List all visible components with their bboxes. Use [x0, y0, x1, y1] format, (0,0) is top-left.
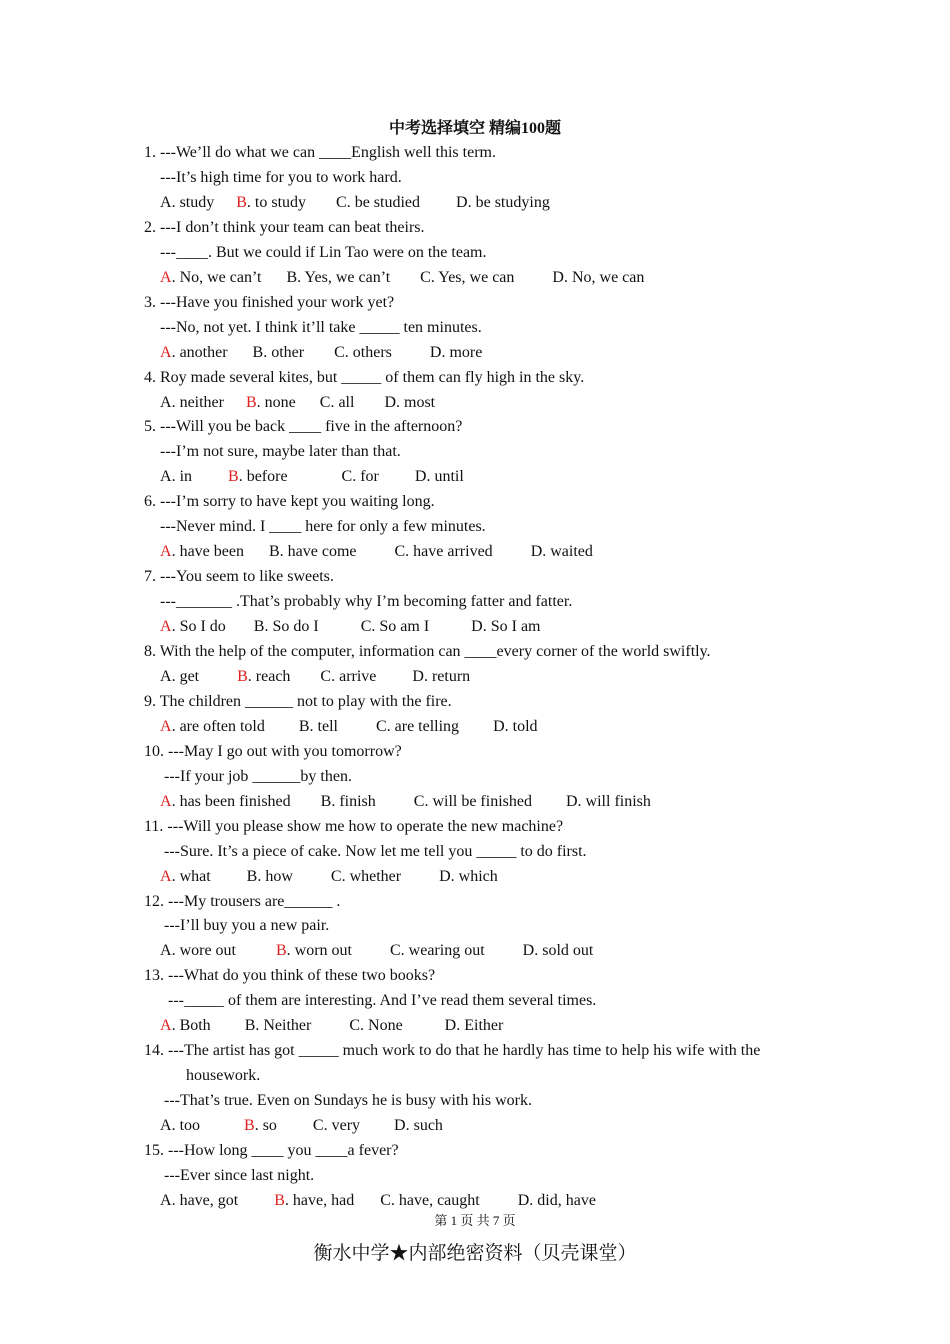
option-c	[331, 867, 401, 887]
correct-answer-letter: A	[160, 792, 172, 810]
option-d	[384, 393, 435, 413]
question-stem-line: ---_____ of them are interesting. And I’ve read them several times.	[168, 992, 597, 1010]
answer-options	[160, 542, 593, 562]
option-text: . finish	[331, 792, 376, 810]
question-stem: 9. The children ______ not to play with the fire.	[144, 692, 452, 710]
option-b	[246, 393, 296, 413]
option-b	[274, 1191, 354, 1211]
option-c	[349, 1016, 402, 1036]
option-letter: A	[160, 193, 172, 211]
option-d	[552, 268, 644, 288]
option-text: . most	[396, 393, 436, 411]
option-d	[456, 193, 550, 213]
question-stem-line: ---Never mind. I ____ here for only a few minutes.	[160, 518, 486, 536]
question-stem: 2. ---I don’t think your team can beat theirs.	[144, 218, 425, 236]
option-c	[414, 792, 532, 812]
option-a	[160, 867, 211, 887]
option-text: . whether	[341, 867, 402, 885]
option-a	[160, 667, 199, 687]
answer-options	[160, 667, 470, 687]
option-text: . Yes, we can’t	[297, 268, 391, 286]
question-stem: 15. ---How long ____ you ____a fever?	[144, 1142, 399, 1159]
correct-answer-letter: B	[245, 393, 257, 411]
option-c	[361, 617, 429, 637]
option-a	[160, 343, 228, 363]
option-letter: C	[312, 1117, 324, 1135]
correct-answer-letter: B	[228, 468, 239, 486]
option-text: . Yes, we can	[430, 268, 515, 286]
option-c	[380, 1191, 480, 1211]
option-a	[160, 467, 192, 487]
question-stem-line: housework.	[186, 1067, 261, 1085]
answer-options	[160, 717, 538, 737]
option-d	[412, 667, 470, 687]
option-text: . No, we can	[563, 268, 645, 286]
option-text: . such	[405, 1117, 443, 1135]
option-letter: C	[341, 468, 353, 486]
question-stem: 7. ---You seem to like sweets.	[144, 568, 334, 586]
option-letter: A	[160, 942, 172, 960]
question-stem-line: ---No, not yet. I think it’ll take _____ ten minutes.	[160, 318, 482, 336]
brand-watermark: 衡水中学★内部绝密资料（贝壳课堂）	[313, 1242, 637, 1264]
option-c	[320, 667, 376, 687]
option-text: . get	[171, 667, 200, 685]
option-text: . Either	[456, 1017, 504, 1035]
option-letter: D	[414, 468, 427, 486]
option-text: . have arrived	[405, 543, 493, 561]
answer-options	[160, 1191, 596, 1211]
option-letter: A	[160, 667, 172, 685]
option-letter: B	[286, 268, 298, 286]
correct-answer-letter: B	[274, 1191, 285, 1209]
correct-answer-letter: B	[237, 667, 248, 685]
question-stem: 1. ---We’ll do what we can ____English well this term.	[144, 144, 496, 161]
option-a	[160, 617, 226, 637]
option-text: . too	[171, 1117, 201, 1135]
option-letter: D	[471, 618, 483, 636]
option-text: . will finish	[577, 792, 651, 810]
option-text: . what	[171, 867, 211, 885]
question-stem-line: ---Sure. It’s a piece of cake. Now let me tell you _____ to do first.	[164, 842, 587, 860]
correct-answer-letter: A	[160, 717, 172, 735]
option-letter: B	[298, 717, 310, 735]
question-stem: 12. ---My trousers are______ .	[144, 892, 341, 910]
option-text: . in	[171, 468, 193, 486]
option-a	[160, 717, 265, 737]
answer-options	[160, 343, 482, 363]
option-text: . reach	[247, 667, 291, 685]
option-letter: D	[522, 942, 535, 960]
option-letter: C	[319, 393, 331, 411]
option-a	[160, 1116, 200, 1136]
option-text: . so	[254, 1117, 277, 1135]
option-text: . will be finished	[424, 792, 532, 810]
option-letter: B	[252, 343, 264, 361]
option-text: . be studying	[467, 193, 550, 211]
option-c	[320, 393, 355, 413]
option-letter: D	[456, 193, 468, 211]
option-b	[286, 268, 390, 288]
correct-answer-letter: A	[160, 618, 172, 636]
option-letter: B	[268, 543, 280, 561]
option-text: . before	[238, 468, 288, 486]
option-text: . have come	[279, 543, 357, 561]
option-letter: D	[493, 717, 505, 735]
option-text: . Both	[171, 1017, 211, 1035]
option-text: . sold out	[534, 942, 594, 960]
option-b	[228, 467, 288, 487]
option-text: . which	[450, 867, 498, 885]
option-text: . have, caught	[390, 1191, 480, 1209]
option-text: . another	[171, 343, 228, 361]
option-text: . has been finished	[171, 792, 291, 810]
option-b	[321, 792, 376, 812]
question-stem: 11. ---Will you please show me how to operate the new machine?	[144, 817, 564, 835]
question-stem: 10. ---May I go out with you tomorrow?	[144, 742, 402, 760]
option-text: . all	[330, 393, 355, 411]
option-text: . others	[344, 343, 392, 361]
option-letter: A	[160, 1191, 172, 1209]
option-a	[160, 393, 224, 413]
option-letter: C	[420, 268, 431, 286]
option-text: . none	[256, 393, 296, 411]
option-a	[160, 268, 261, 288]
question-stem: 8. With the help of the computer, information can ____every corner of the world swiftly.	[144, 643, 711, 660]
option-letter: C	[360, 618, 372, 636]
option-text: . return	[423, 667, 471, 685]
option-d	[471, 617, 540, 637]
option-text: . So do I	[264, 618, 319, 636]
option-c	[313, 1116, 360, 1136]
option-letter: B	[244, 1017, 256, 1035]
option-text: . told	[504, 717, 538, 735]
option-a	[160, 542, 244, 562]
option-c	[395, 542, 493, 562]
option-text: . tell	[309, 717, 338, 735]
question-stem: 13. ---What do you think of these two books?	[144, 967, 436, 985]
question-stem: 6. ---I’m sorry to have kept you waiting long.	[144, 493, 435, 511]
option-b	[245, 1016, 312, 1036]
option-text: . have been	[171, 543, 244, 561]
option-letter: B	[320, 792, 332, 810]
option-text: . So I am	[482, 618, 541, 636]
option-text: . more	[441, 343, 483, 361]
correct-answer-letter: A	[160, 543, 172, 561]
option-a	[160, 193, 214, 213]
option-text: . have, got	[171, 1191, 239, 1209]
page-footer: 第 1 页 共 7 页	[434, 1213, 516, 1228]
page-title: 中考选择填空 精编100题	[388, 120, 561, 137]
option-text: . other	[263, 343, 305, 361]
option-d	[394, 1116, 443, 1136]
option-c	[420, 268, 514, 288]
answer-options	[160, 617, 541, 637]
option-c	[342, 467, 379, 487]
option-b	[244, 1116, 277, 1136]
option-letter: C	[334, 343, 345, 361]
option-c	[334, 343, 392, 363]
option-letter: C	[375, 717, 387, 735]
question-stem-line: ---_______ .That’s probably why I’m becoming fatter and fatter.	[160, 593, 573, 611]
option-text: . waited	[542, 543, 593, 561]
option-text: . study	[171, 193, 215, 211]
answer-options	[160, 193, 550, 213]
option-c	[390, 941, 485, 961]
option-letter: D	[429, 343, 442, 361]
option-letter: D	[384, 393, 396, 411]
option-a	[160, 941, 236, 961]
question-stem: 3. ---Have you finished your work yet?	[144, 293, 395, 311]
answer-options	[160, 1116, 443, 1136]
option-a	[160, 1016, 211, 1036]
question-stem-line: ---I’ll buy you a new pair.	[164, 917, 330, 935]
option-letter: A	[160, 468, 172, 486]
option-d	[415, 467, 464, 487]
option-d	[518, 1191, 596, 1211]
option-letter: C	[380, 1191, 391, 1209]
correct-answer-letter: A	[160, 867, 172, 885]
question-stem-line: ---That’s true. Even on Sundays he is busy with his work.	[164, 1092, 532, 1110]
option-b	[237, 667, 290, 687]
correct-answer-letter: B	[244, 1117, 255, 1135]
option-b	[254, 617, 319, 637]
option-text: . did, have	[529, 1191, 596, 1209]
question-stem-line: ---It’s high time for you to work hard.	[160, 168, 402, 186]
question-stem: 5. ---Will you be back ____ five in the afternoon?	[144, 418, 463, 436]
option-text: . are often told	[171, 717, 265, 735]
answer-options	[160, 268, 644, 288]
option-letter: C	[320, 667, 332, 685]
option-d	[439, 867, 498, 887]
option-text: . arrive	[331, 667, 377, 685]
question-stem-line: ---____. But we could if Lin Tao were on the team.	[160, 243, 487, 261]
correct-answer-letter: B	[236, 193, 247, 211]
option-letter: D	[412, 667, 424, 685]
question-stem: 4. Roy made several kites, but _____ of them can fly high in the sky.	[144, 368, 585, 386]
option-a	[160, 1191, 238, 1211]
question-stem-line: ---I’m not sure, maybe later than that.	[160, 443, 401, 461]
option-d	[493, 717, 537, 737]
correct-answer-letter: B	[276, 942, 287, 960]
option-text: . to study	[246, 193, 307, 211]
option-letter: D	[565, 792, 578, 810]
option-letter: C	[330, 867, 342, 885]
option-text: . None	[360, 1017, 403, 1035]
option-text: . wore out	[171, 942, 236, 960]
answer-options	[160, 393, 435, 413]
option-letter: A	[160, 393, 172, 411]
option-text: . neither	[171, 393, 224, 411]
option-text: . wearing out	[400, 942, 485, 960]
answer-options	[160, 867, 498, 887]
option-letter: B	[253, 618, 265, 636]
option-letter: D	[517, 1191, 530, 1209]
option-text: . So I do	[171, 618, 226, 636]
option-d	[523, 941, 594, 961]
option-letter: C	[394, 543, 406, 561]
option-letter: D	[530, 543, 543, 561]
option-text: . So am I	[371, 618, 430, 636]
option-letter: C	[349, 1017, 361, 1035]
option-text: . Neither	[255, 1017, 312, 1035]
option-b	[299, 717, 338, 737]
option-d	[445, 1016, 504, 1036]
option-letter: C	[390, 942, 401, 960]
option-text: . until	[426, 468, 464, 486]
option-a	[160, 792, 291, 812]
option-letter: D	[439, 867, 451, 885]
option-b	[276, 941, 352, 961]
option-b	[247, 867, 293, 887]
option-c	[336, 193, 420, 213]
option-b	[269, 542, 357, 562]
option-d	[430, 343, 482, 363]
answer-options	[160, 467, 464, 487]
question-stem-line: ---If your job ______by then.	[164, 767, 352, 785]
option-letter: D	[444, 1017, 457, 1035]
option-text: . be studied	[346, 193, 421, 211]
option-d	[531, 542, 593, 562]
question-stem: 14. ---The artist has got _____ much work to do that he hardly has time to help his wife with the	[144, 1042, 761, 1060]
option-b	[236, 193, 306, 213]
option-text: . very	[323, 1117, 361, 1135]
option-text: . have, had	[284, 1191, 355, 1209]
option-letter: C	[413, 792, 425, 810]
option-letter: B	[246, 867, 258, 885]
option-text: . No, we can’t	[171, 268, 262, 286]
answer-options	[160, 941, 593, 961]
option-letter: A	[160, 1117, 172, 1135]
option-text: . worn out	[286, 942, 352, 960]
option-text: . for	[352, 468, 379, 486]
option-text: . are telling	[386, 717, 460, 735]
correct-answer-letter: A	[160, 343, 172, 361]
option-letter: D	[394, 1117, 406, 1135]
option-c	[376, 717, 459, 737]
question-stem-line: ---Ever since last night.	[164, 1166, 315, 1184]
correct-answer-letter: A	[160, 1017, 172, 1035]
option-letter: C	[336, 193, 347, 211]
option-text: . how	[257, 867, 293, 885]
answer-options	[160, 1016, 503, 1036]
option-d	[566, 792, 651, 812]
answer-options	[160, 792, 651, 812]
option-letter: D	[552, 268, 564, 286]
option-b	[253, 343, 305, 363]
correct-answer-letter: A	[160, 268, 172, 286]
